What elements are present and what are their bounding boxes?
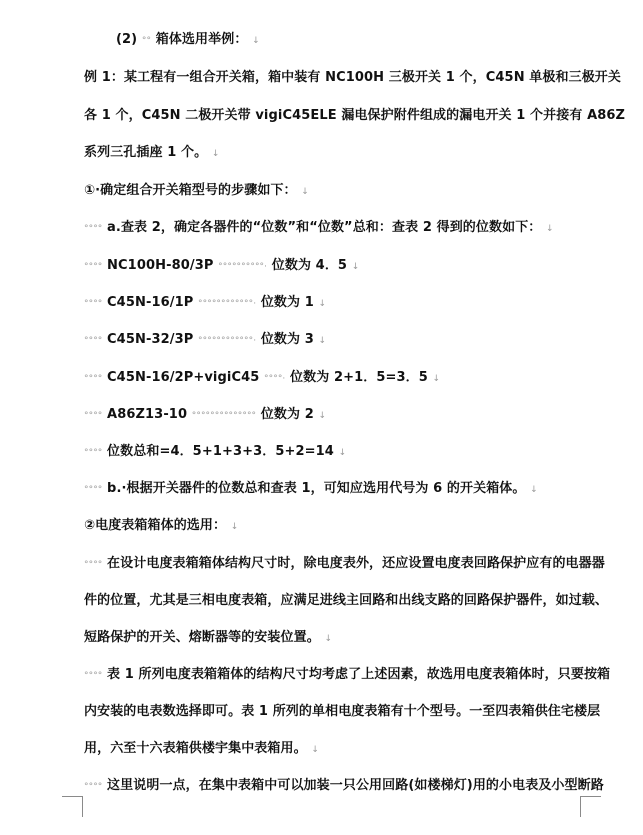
component-model: NC100H-80/3P xyxy=(107,258,214,273)
meter-box-heading-line xyxy=(84,514,238,533)
step-a-line xyxy=(84,216,554,235)
total-position-line xyxy=(84,440,346,459)
formatting-mark: °°°° xyxy=(84,671,103,681)
component-line-3 xyxy=(84,328,326,347)
table-note-text: 用，六至十六表箱供楼宇集中表箱用。 xyxy=(84,741,307,756)
component-position-count: 位数为 2 xyxy=(260,407,314,422)
formatting-mark: °°°° xyxy=(84,336,103,346)
formatting-mark: °°°° xyxy=(84,448,103,458)
formatting-mark: °°°°°°°°°°°°°° xyxy=(191,411,257,421)
formatting-mark: °°°° xyxy=(84,262,103,272)
component-line-5 xyxy=(84,403,326,422)
component-line-4 xyxy=(84,366,440,385)
total-position-text: 位数总和=4．5+1+3+3．5+2=14 xyxy=(107,444,334,459)
table-note-line-1 xyxy=(84,663,610,682)
table-note-line-3 xyxy=(84,737,319,756)
paragraph-mark-icon: ↓ xyxy=(318,336,327,346)
example-line-2: 各 1 个，C45N 二极开关带 vigiC45ELE 漏电保护附件组成的漏电开关 1 个并接有 A86Z xyxy=(84,108,626,123)
page-corner-mark-left xyxy=(62,796,83,817)
formatting-mark: °°°° xyxy=(84,299,103,309)
meter-box-paragraph-line-1 xyxy=(84,552,605,571)
paragraph-mark-icon: ↓ xyxy=(211,149,220,159)
formatting-mark: °°°°°°°°°°°°· xyxy=(198,336,257,346)
formatting-mark: °°°° xyxy=(84,374,103,384)
table-note-line-2: 内安装的电表数选择即可。表 1 所列的单相电度表箱有十个型号。一至四表箱供住宅楼层 xyxy=(84,704,601,719)
component-position-count: 位数为 2+1．5=3．5 xyxy=(290,370,428,385)
step-a-text: a.查表 2，确定各器件的“位数”和“位数”总和：查表 2 得到的位数如下： xyxy=(107,220,542,235)
formatting-mark: °°°° xyxy=(84,485,103,495)
section-number: (2) xyxy=(116,32,138,47)
paragraph-mark-icon: ↓ xyxy=(351,262,360,272)
paragraph-mark-icon: ↓ xyxy=(311,745,319,755)
component-model: C45N-32/3P xyxy=(107,332,194,347)
paragraph-mark-icon: ↓ xyxy=(530,485,538,495)
meter-box-heading-text: ②电度表箱箱体的选用： xyxy=(84,518,227,533)
meter-box-paragraph-text: 在设计电度表箱箱体结构尺寸时，除电度表外，还应设置电度表回路保护应有的电器器 xyxy=(107,556,605,571)
formatting-mark: °°°° xyxy=(84,782,103,792)
step-heading-line xyxy=(84,179,309,198)
meter-box-paragraph-line-2: 件的位置，尤其是三相电度表箱，应满足进线主回路和出线支路的回路保护器件，如过载、 xyxy=(84,593,609,608)
table-note-text: 表 1 所列电度表箱箱体的结构尺寸均考虑了上述因素，故选用电度表箱体时，只要按箱 xyxy=(107,667,611,682)
paragraph-mark-icon: ↓ xyxy=(252,36,260,46)
formatting-mark: °°°° xyxy=(84,224,103,234)
component-position-count: 位数为 1 xyxy=(260,295,314,310)
formatting-mark: °°°° xyxy=(84,411,103,421)
formatting-mark: °°°°°°°°°°· xyxy=(218,262,268,272)
meter-box-paragraph-line-3 xyxy=(84,626,332,645)
component-line-1 xyxy=(84,254,359,273)
step-heading-text: ①·确定组合开关箱型号的步骤如下： xyxy=(84,183,297,198)
formatting-mark: °°°°· xyxy=(264,374,286,384)
example-line-3 xyxy=(84,141,220,160)
page-corner-mark-right xyxy=(580,796,601,817)
paragraph-mark-icon: ↓ xyxy=(318,411,327,421)
explanation-text: 这里说明一点，在集中表箱中可以加装一只公用回路(如楼梯灯)用的小电表及小型断路 xyxy=(107,778,604,793)
paragraph-mark-icon: ↓ xyxy=(546,224,554,234)
step-b-text: b.·根据开关器件的位数总和查表 1，可知应选用代号为 6 的开关箱体。 xyxy=(107,481,526,496)
formatting-mark: °° xyxy=(141,36,152,46)
paragraph-mark-icon: ↓ xyxy=(432,374,441,384)
meter-box-paragraph-text: 短路保护的开关、熔断器等的安装位置。 xyxy=(84,630,320,645)
component-position-count: 位数为 3 xyxy=(260,332,314,347)
example-line-3-text: 系列三孔插座 1 个。 xyxy=(84,145,208,160)
formatting-mark: °°°° xyxy=(84,560,103,570)
component-line-2 xyxy=(84,291,326,310)
paragraph-mark-icon: ↓ xyxy=(301,187,309,197)
component-model: A86Z13-10 xyxy=(107,407,188,422)
paragraph-mark-icon: ↓ xyxy=(230,522,239,532)
explanation-line xyxy=(84,774,604,793)
section-heading xyxy=(116,28,260,47)
step-b-line xyxy=(84,477,538,496)
component-model: C45N-16/1P xyxy=(107,295,194,310)
section-title: 箱体选用举例： xyxy=(155,32,248,47)
component-position-count: 位数为 4．5 xyxy=(271,258,348,273)
component-model: C45N-16/2P+vigiC45 xyxy=(107,370,260,385)
paragraph-mark-icon: ↓ xyxy=(318,299,327,309)
formatting-mark: °°°°°°°°°°°°· xyxy=(198,299,257,309)
paragraph-mark-icon: ↓ xyxy=(338,448,347,458)
example-line-1: 例 1：某工程有一组合开关箱，箱中装有 NC100H 三极开关 1 个，C45N 单极和三极开关 xyxy=(84,70,621,85)
paragraph-mark-icon: ↓ xyxy=(324,634,333,644)
